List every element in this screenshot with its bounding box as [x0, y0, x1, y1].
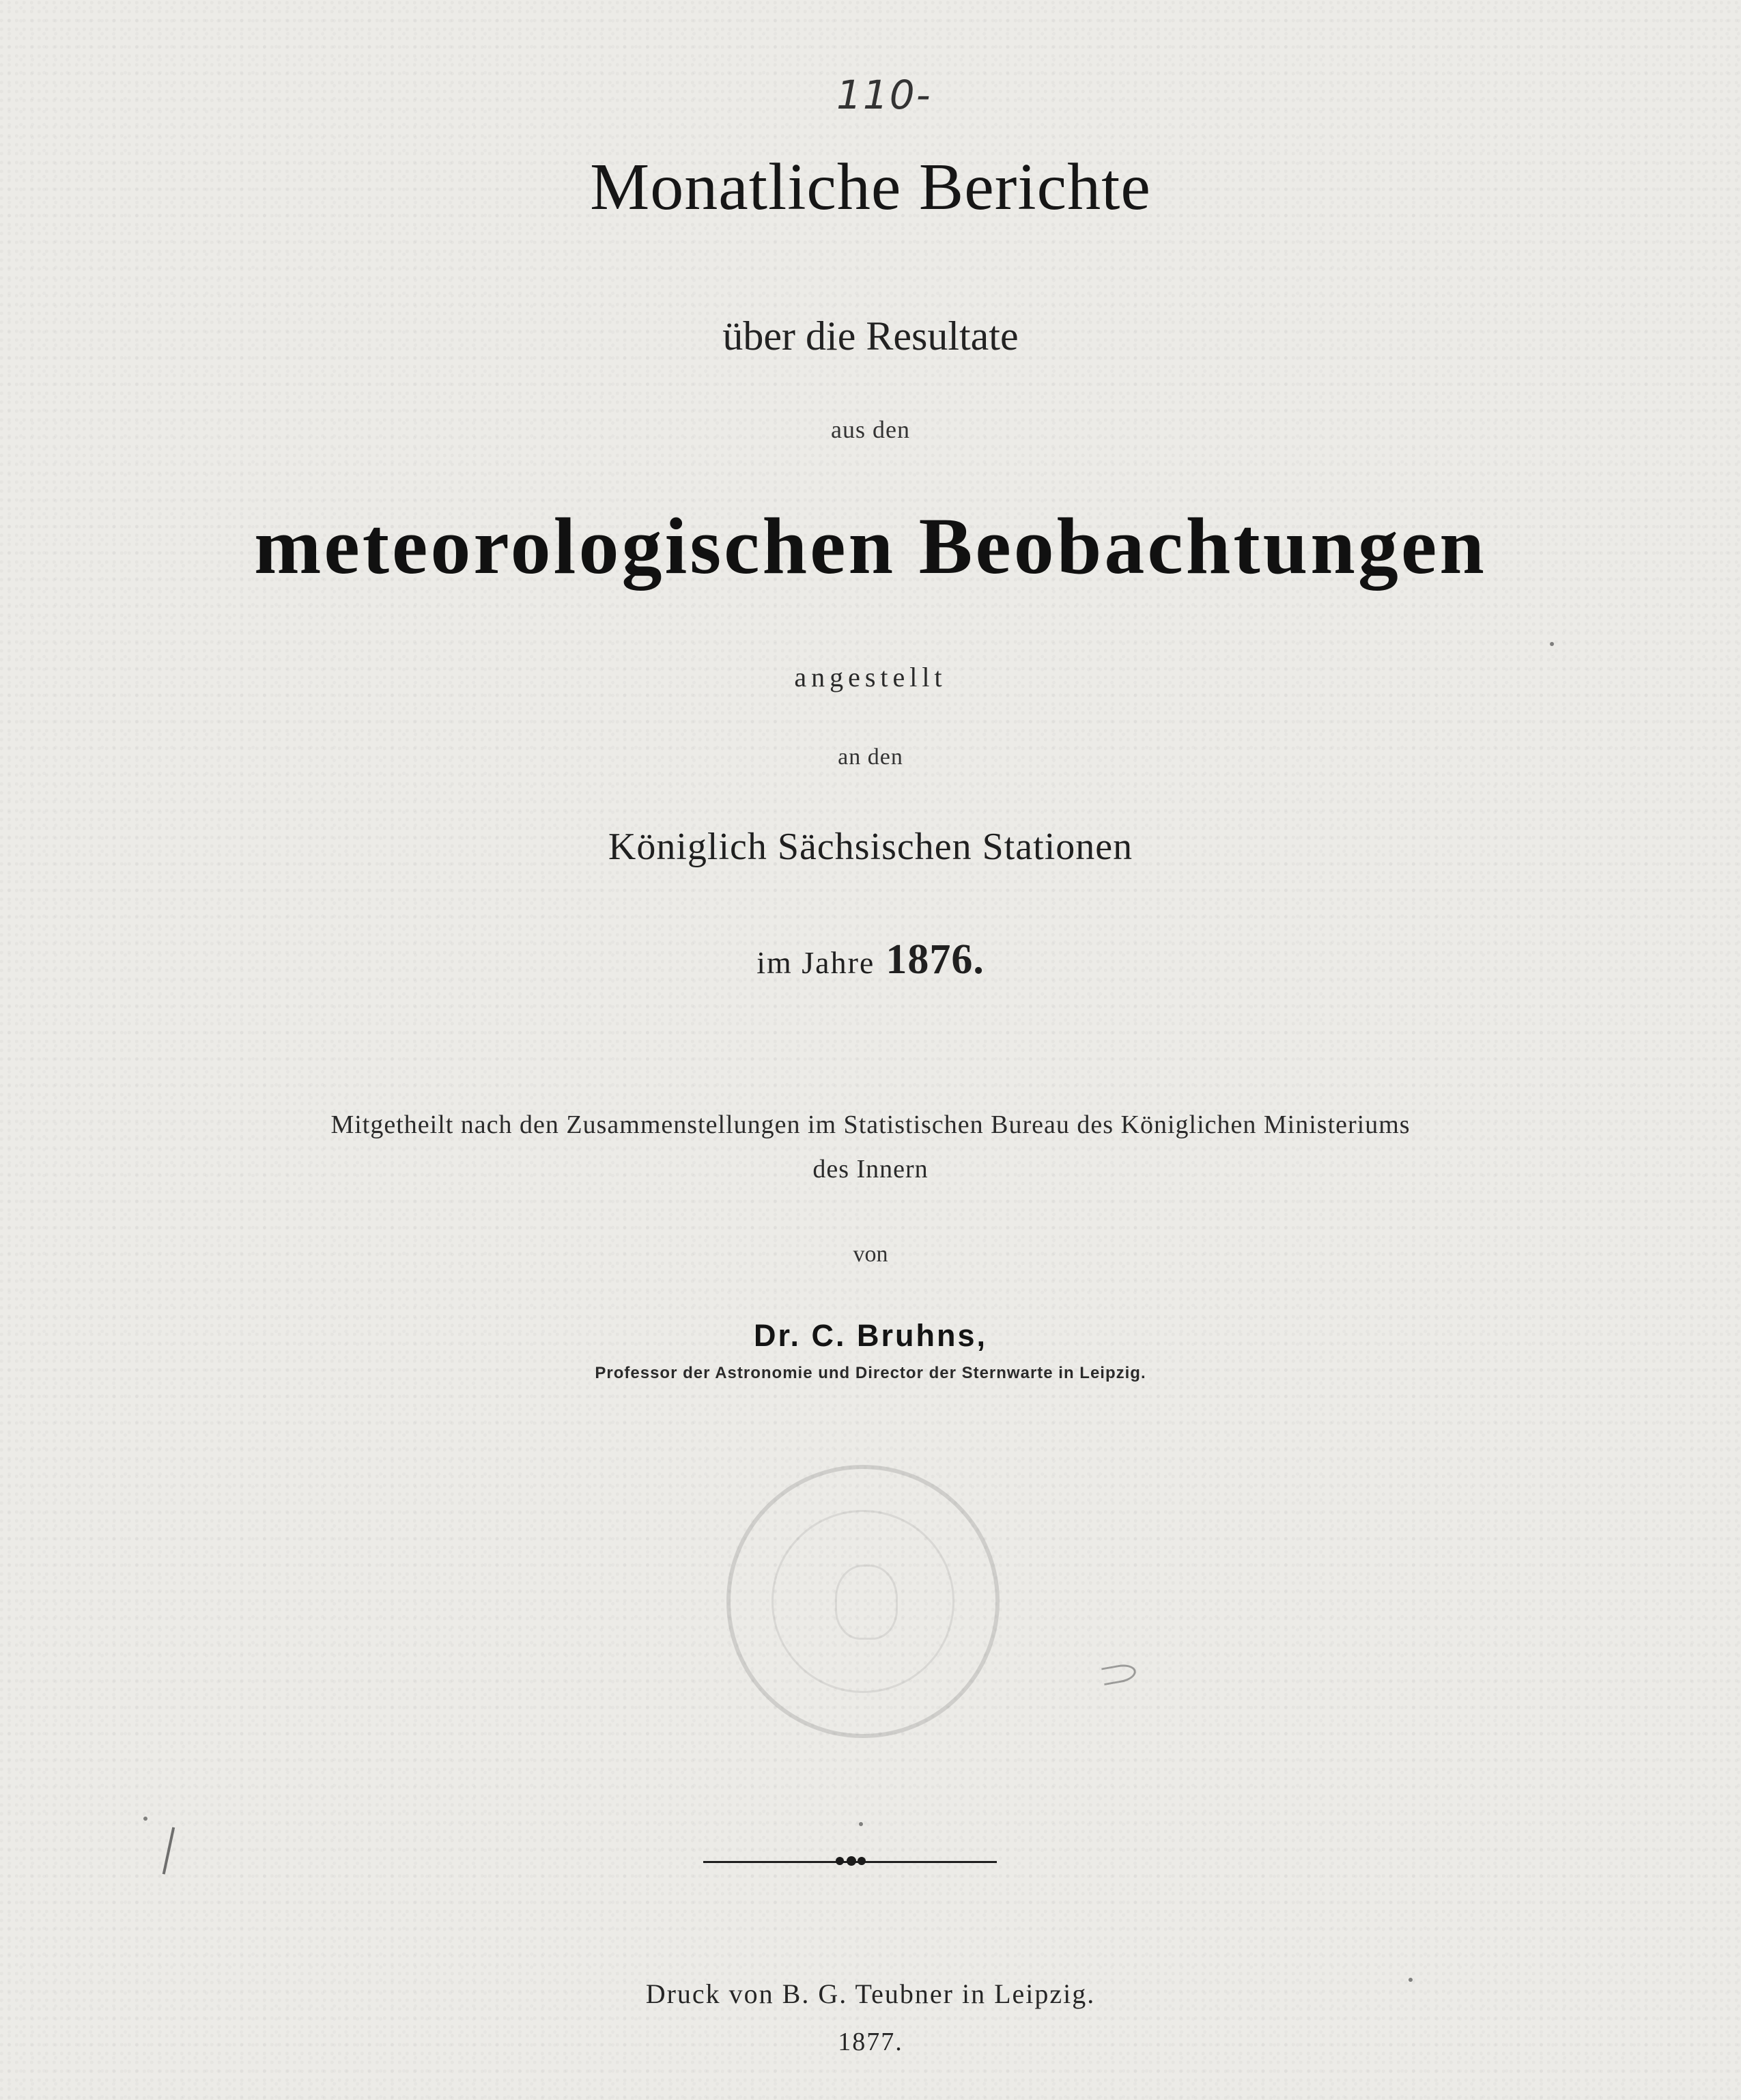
subtitle-line-4: an den [838, 744, 903, 770]
library-stamp [726, 1465, 1000, 1738]
subtitle-line-3: angestellt [794, 662, 947, 692]
paper-speck [143, 1817, 147, 1821]
year-prefix: im Jahre [756, 945, 875, 980]
subtitle-line-1: über die Resultate [722, 313, 1019, 359]
main-title: meteorologischen Beobachtungen [254, 501, 1487, 591]
paper-speck [1409, 1978, 1413, 1982]
author-name: Dr. C. Bruhns, [753, 1318, 988, 1353]
communicated-line-2: des Innern [812, 1155, 929, 1184]
margin-pen-stroke [162, 1827, 175, 1874]
divider-ornament-left [836, 1857, 844, 1865]
ornamental-divider [703, 1853, 997, 1870]
paper-speck [859, 1822, 863, 1826]
year-value: 1876. [886, 936, 985, 983]
divider-ornament-right [858, 1857, 866, 1865]
handwritten-annotation: 110- [836, 72, 932, 118]
paper-speck [1550, 642, 1554, 646]
author-affiliation: Professor der Astronomie und Director der Sternwarte in Leipzig. [595, 1364, 1146, 1382]
stations-line: Königlich Sächsischen Stationen [608, 826, 1133, 868]
by-line: von [853, 1242, 888, 1267]
subtitle-line-2: aus den [831, 416, 910, 443]
document-title: Monatliche Berichte [590, 150, 1151, 224]
printer-line: Druck von B. G. Teubner in Leipzig. [645, 1978, 1096, 2009]
communicated-line-1: Mitgetheilt nach den Zusammenstellungen im Statistischen Bureau des Königlichen Ministeriums [330, 1110, 1411, 1139]
year-line [0, 936, 1741, 984]
printer-year: 1877. [838, 2028, 903, 2056]
divider-ornament-center [847, 1856, 856, 1866]
ink-mark [1101, 1662, 1137, 1685]
